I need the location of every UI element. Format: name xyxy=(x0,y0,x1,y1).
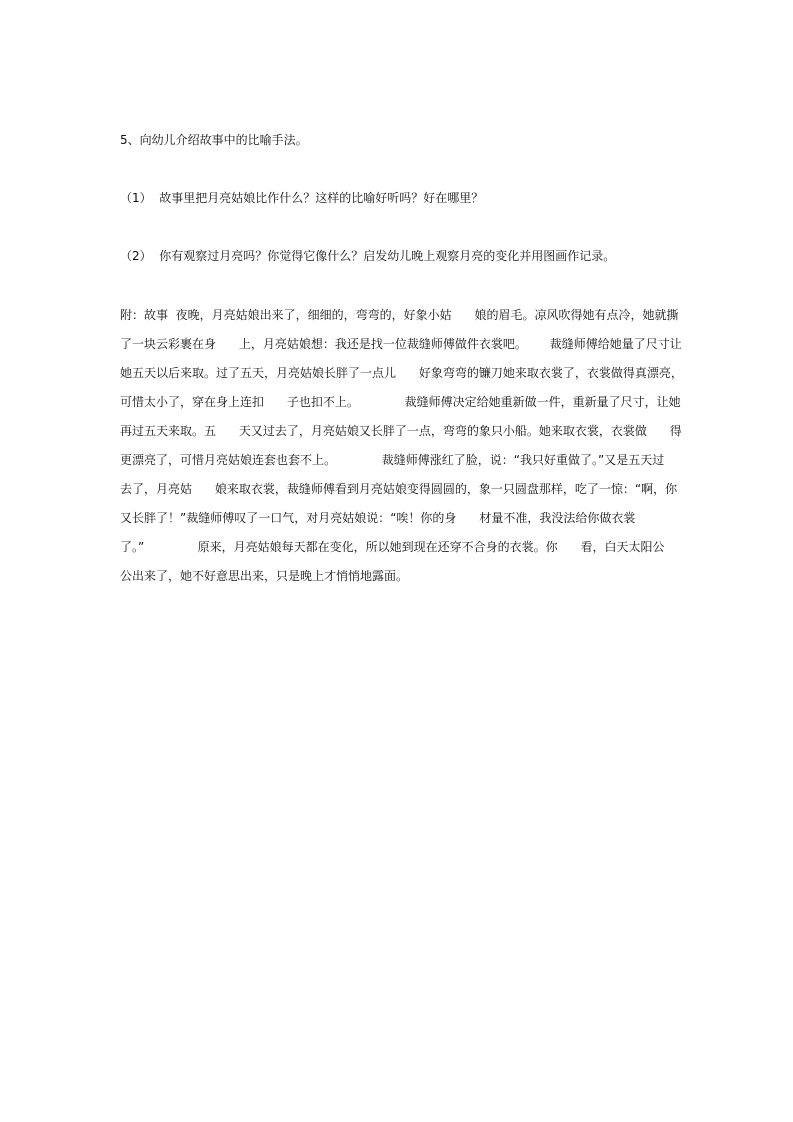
story-appendix xyxy=(120,307,683,597)
story-line: 了。” 原来，月亮姑娘每天都在变化，所以她到现在还穿不合身的衣裳。你 看，白天太阳公 xyxy=(120,540,665,554)
question-1: （1） 故事里把月亮姑娘比作什么？这样的比喻好听吗？好在哪里？ xyxy=(120,191,484,205)
story-line: 了一块云彩裹在身 上，月亮姑娘想：我还是找一位裁缝师傅做件衣裳吧。 裁缝师傅给她量了尺寸让 xyxy=(120,337,682,351)
story-line: 她五天以后来取。过了五天，月亮姑娘长胖了一点儿 好象弯弯的镰刀她来取衣裳了，衣裳做得真漂亮， xyxy=(120,366,683,380)
story-line: 又长胖了！”裁缝师傅叹了一口气，对月亮姑娘说：“唉！你的身 材量不准，我没法给你做衣裳 xyxy=(120,511,636,525)
story-line: 可惜太小了，穿在身上连扣 子也扣不上。 裁缝师傅决定给她重新做一件，重新量了尺寸，让她 xyxy=(120,395,681,409)
story-line: 再过五天来取。五 天又过去了，月亮姑娘又长胖了一点，弯弯的象只小船。她来取衣裳，衣裳做 得 xyxy=(120,424,682,438)
section-heading: 5、向幼儿介绍故事中的比喻手法。 xyxy=(120,133,308,147)
story-line: 公出来了，她不好意思出来，只是晚上才悄悄地露面。 xyxy=(120,569,409,583)
question-2: （2） 你有观察过月亮吗？你觉得它像什么？启发幼儿晚上观察月亮的变化并用图画作记录。 xyxy=(120,249,616,263)
story-line: 更漂亮了，可惜月亮姑娘连套也套不上。 裁缝师傅涨红了脸，说：“我只好重做了。”又是五天过 xyxy=(120,453,665,467)
story-line: 去了，月亮姑 娘来取衣裳，裁缝师傅看到月亮姑娘变得圆圆的，象一只圆盘那样，吃了一惊：“啊，你 xyxy=(120,482,678,496)
story-line: 附：故事 夜晚，月亮姑娘出来了，细细的，弯弯的，好象小姑 娘的眉毛。凉风吹得她有点冷，她就撕 xyxy=(120,308,679,322)
